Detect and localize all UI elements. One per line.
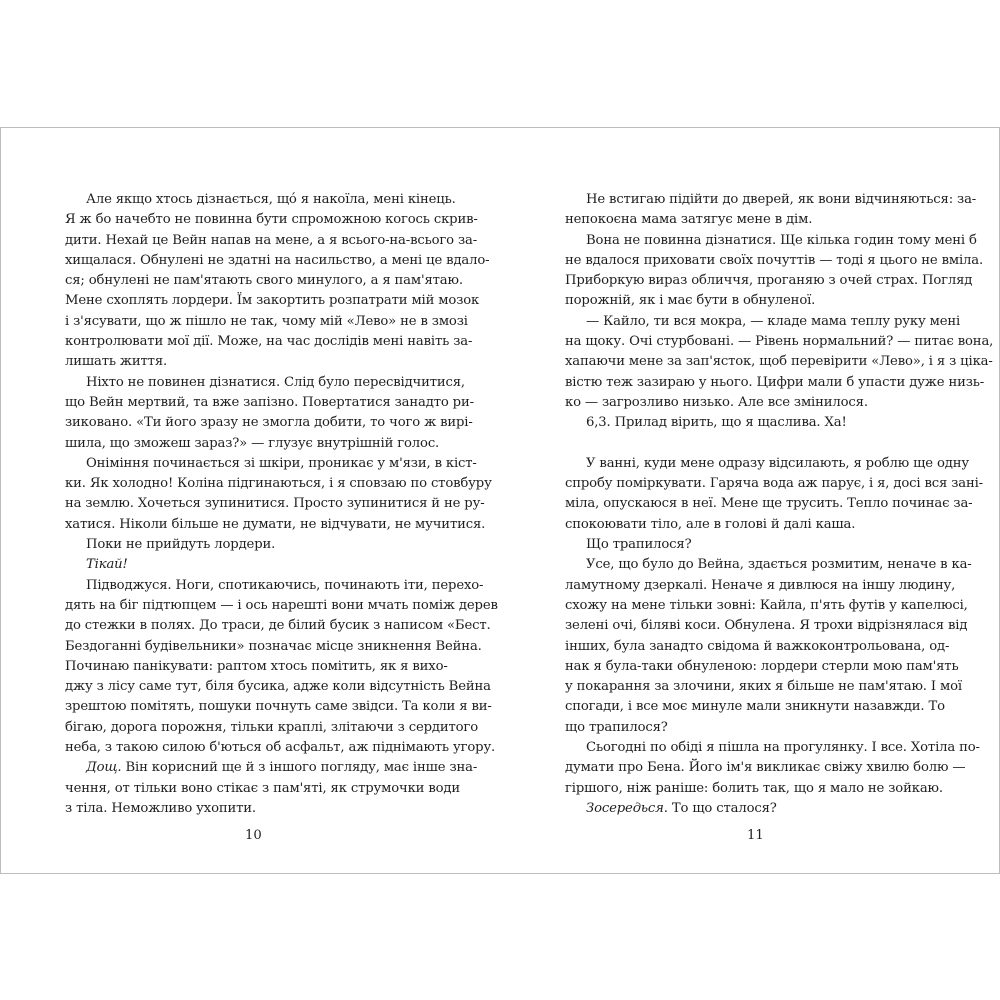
text-line: ки. Як холодно! Коліна підгинаються, і я сповзаю по стовбуру (65, 476, 492, 492)
text-line: порожній, як і має бути в обнуленої. (565, 293, 816, 309)
left-page-text (65, 190, 498, 819)
text-line: Я ж бо начебто не повинна бути спроможною когось скрив- (65, 212, 478, 228)
right-page-number: 11 (747, 828, 764, 843)
text-line: непокоєна мама затягує мене в дім. (565, 212, 813, 228)
text-line (565, 434, 939, 454)
text-line: Оніміння починається зі шкіри, проникає у м'язи, в кіст- (86, 455, 477, 471)
text-line: спокоювати тіло, але в голові й далі каша. (565, 516, 856, 532)
left-page-number: 10 (245, 828, 262, 843)
text-line: У ванні, куди мене одразу відсилають, я роблю ще одну (586, 455, 969, 471)
text-line: зрештою помітять, пошуки почнуть саме звідси. Та коли я ви- (65, 699, 492, 715)
text-line: ко — загрозливо низько. Але все змінилося. (565, 394, 868, 410)
text-line: Ніхто не повинен дізнатися. Слід було пересвідчитися, (86, 374, 465, 390)
text-line: хатися. Ніколи більше не думати, не відчувати, не мучитися. (65, 516, 486, 532)
text-line: Дощ. Він корисний ще й з іншого погляду, має інше зна- (86, 760, 478, 776)
text-line: вістю теж зазираю у нього. Цифри мали б упасти дуже низь- (565, 374, 985, 390)
text-line: ся; обнулені не пам'ятають свого минулого, а я пам'ятаю. (65, 273, 463, 289)
text-line: зелені очі, біляві коси. Обнулена. Я трохи відрізнялася від (565, 618, 968, 634)
text-line: Починаю панікувати: раптом хтось помітить, як я вихо- (65, 658, 448, 674)
text-line: зиковано. «Ти його зразу не змогла добити, то чого ж вирі- (65, 415, 473, 431)
text-line: Приборкую вираз обличчя, проганяю з очей страх. Погляд (565, 273, 973, 289)
text-line: контролювати мої дії. Може, на час дослідів мені навіть за- (65, 334, 473, 350)
text-line: хищалася. Обнулені не здатні на насильство, а мені це вдало- (65, 252, 490, 268)
text-line: схожу на мене тільки зовні: Кайла, п'ять футів у капелюсі, (565, 597, 968, 613)
text-line: думати про Бена. Його ім'я викликає свіжу хвилю болю — (565, 760, 966, 776)
text-line: Поки не прийдуть лордери. (86, 537, 276, 553)
text-line: Підводжуся. Ноги, спотикаючись, починають іти, перехо- (86, 577, 484, 593)
text-line: — Кайло, ти вся мокра, — кладе мама теплу руку мені (586, 313, 961, 329)
text-line: Зосередься. То що сталося? (586, 800, 777, 816)
text-line: спогади, і все моє минуле мали зникнути назавжди. То (565, 699, 945, 715)
text-line: спробу поміркувати. Гаряча вода аж парує, і я, досі вся зані- (565, 476, 983, 492)
right-page-text (565, 190, 994, 819)
text-line: Бездоганні будівельники» позначає місце зникнення Вейна. (65, 638, 482, 654)
text-line: 6,3. Прилад вірить, що я щаслива. Ха! (586, 415, 847, 431)
text-line: лишать життя. (65, 354, 168, 370)
text-line: міла, опускаюся в неї. Мене ще трусить. Тепло починає за- (565, 496, 973, 512)
text-line: не вдалося приховати своїх почуттів — тоді я цього не вміла. (565, 252, 984, 268)
text-line: що трапилося? (565, 719, 668, 735)
text-line: Вона не повинна дізнатися. Ще кілька годин тому мені б (586, 232, 977, 248)
text-line: Сьогодні по обіді я пішла на прогулянку. І все. Хотіла по- (586, 740, 980, 756)
text-line: гіршого, ніж раніше: болить так, що я мало не зойкаю. (565, 780, 943, 796)
text-line: бігаю, дорога порожня, тільки краплі, злітаючи з сердитого (65, 719, 478, 735)
text-line: неба, з такою силою б'ються об асфальт, аж піднімають угору. (65, 740, 496, 756)
text-line: чення, от тільки воно стікає з пам'яті, як струмочки води (65, 780, 461, 796)
book-spread (0, 127, 1000, 874)
text-line: з тіла. Неможливо ухопити. (65, 800, 256, 816)
text-line: Не встигаю підійти до дверей, як вони відчиняються: за- (586, 192, 977, 207)
text-line: і з'ясувати, що ж пішло не так, чому мій «Лево» не в змозі (65, 313, 468, 329)
text-line: Мене схоплять лордери. Їм закортить розпатрати мій мозок (65, 293, 480, 309)
text-line: Тікай! (86, 557, 128, 573)
text-line: дять на біг підтюпцем — і ось нарешті вони мчать поміж дерев (65, 597, 498, 613)
text-line: хапаючи мене за зап'ясток, щоб перевірити «Лево», і я з ціка- (565, 354, 993, 370)
text-line: на землю. Хочеться зупинитися. Просто зупинитися й не ру- (65, 496, 485, 512)
text-line: у покарання за злочини, яких я більше не пам'ятаю. І мої (565, 679, 962, 695)
text-line: що Вейн мертвий, та вже запізно. Повертатися занадто ри- (65, 394, 474, 410)
text-line: ламутному дзеркалі. Неначе я дивлюся на іншу людину, (565, 577, 956, 593)
text-line: до стежки в полях. До траси, де білий бусик з написом «Бест. (65, 618, 491, 634)
text-line: нак я була-таки обнуленою: лордери стерли мою пам'ять (565, 658, 959, 674)
text-line: на щоку. Очі стурбовані. — Рівень нормальний? — питає вона, (565, 334, 994, 350)
text-line: Але якщо хтось дізнається, щó я накоїла, мені кінець. (86, 192, 456, 207)
text-line: дити. Нехай це Вейн напав на мене, а я всього-на-всього за- (65, 232, 478, 248)
text-line: інших, була занадто свідома й важкоконтрольована, од- (565, 638, 950, 654)
text-line: джу з лісу саме тут, біля бусика, адже коли відсутність Вейна (65, 679, 491, 695)
text-line: шила, що зможеш зараз?» — глузує внутрішній голос. (65, 435, 440, 451)
text-line: Усе, що було до Вейна, здається розмитим, неначе в ка- (586, 557, 972, 573)
text-line: Що трапилося? (586, 537, 692, 553)
